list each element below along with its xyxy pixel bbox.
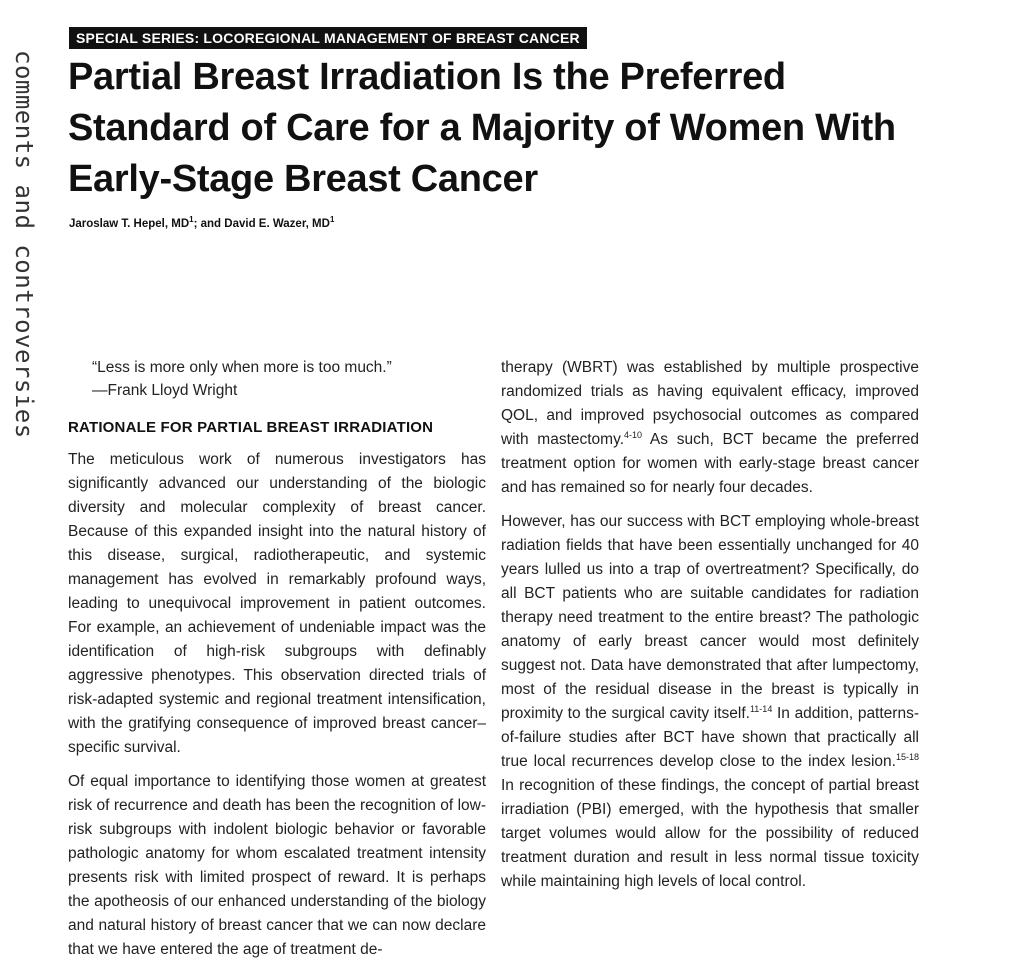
title-line-1: Partial Breast Irradiation Is the Preferred (68, 56, 786, 98)
epigraph (68, 356, 486, 402)
right-p2-text-3: In recognition of these findings, the concept of partial breast irradiation (PBI) emerged, with the hypothesis that smaller target volumes would allow for the possibility of reduced treatment duration and result in less normal tissue toxicity while maintaining high levels of local control. (501, 777, 919, 890)
right-p2-text: However, has our success with BCT employing whole-breast radiation fields that have been essentially unchanged for 40 years lulled us into a trap of overtreatment? Specifically, do all BCT patients who are suitable candidates for radiation therapy need treatment to the entire breast? The pathologic anatomy of early breast cancer would most definitely suggest not. Data have demonstrated that after lumpectomy, most of the residual disease in the breast is typically in proximity to the surgical cavity itself. (501, 513, 919, 722)
author-1-affiliation: 1 (189, 215, 194, 225)
author-2-affiliation: 1 (329, 215, 335, 225)
citation-ref: 15-18 (895, 751, 919, 762)
right-paragraph-1 (501, 356, 919, 500)
author-2-name: David E. Wazer, MD (224, 218, 330, 230)
right-p1-text-2: As such, BCT became the preferred treatment option for women with early-stage breast cancer and has remained so for nearly four decades. (501, 431, 919, 496)
article-title (68, 52, 968, 205)
series-banner: SPECIAL SERIES: LOCOREGIONAL MANAGEMENT OF BREAST CANCER (69, 27, 587, 49)
title-line-2: Standard of Care for a Majority of Women With (68, 107, 896, 149)
author-1-name: Jaroslaw T. Hepel, MD (69, 218, 190, 230)
side-section-label-text: comments and controversies (10, 50, 38, 439)
right-p2-text-2: In addition, patterns-of-failure studies after BCT have shown that practically all true local recurrences develop close to the index lesion. (501, 705, 919, 770)
citation-ref: 4-10 (624, 429, 643, 440)
left-paragraph-2: Of equal importance to identifying those women at greatest risk of recurrence and death has been the recognition of low-risk subgroups with indolent biologic behavior or favorable pathologic anatomy for whom escalated treatment intensity presents risk with limited prospect of reward. It is perhaps the apotheosis of our enhanced understanding of the biology and natural history of breast cancer that we can now declare that we have entered the age of treatment de- (68, 773, 486, 958)
epigraph-attribution: —Frank Lloyd Wright (92, 382, 238, 399)
epigraph-quote: “Less is more only when more is too much.” (92, 359, 392, 376)
author-separator: ; and (193, 218, 225, 230)
author-line (69, 215, 335, 230)
title-line-3: Early-Stage Breast Cancer (68, 158, 538, 200)
right-paragraph-2 (501, 510, 919, 894)
left-paragraph-1: The meticulous work of numerous investigators has significantly advanced our understanding of the biologic diversity and molecular complexity of breast cancer. Because of this expanded insight into the natural history of this disease, surgical, radiotherapeutic, and systemic management has evolved in remarkably profound ways, leading to unequivocal improvement in patient outcomes. For example, an achievement of undeniable impact was the identification of high-risk subgroups with definably aggressive phenotypes. This observation directed trials of risk-adapted systemic and regional treatment intensification, with the gratifying consequence of improved breast cancer–specific survival. (68, 451, 486, 756)
right-column (501, 356, 919, 904)
side-section-label (10, 50, 50, 490)
citation-ref: 11-14 (749, 703, 773, 714)
right-p1-text: therapy (WBRT) was established by multiple prospective randomized trials as having equivalent efficacy, improved QOL, and improved psychosocial outcomes as compared with mastectomy. (501, 359, 919, 448)
section-heading-rationale: RATIONALE FOR PARTIAL BREAST IRRADIATION (68, 419, 434, 436)
left-column (68, 356, 486, 972)
